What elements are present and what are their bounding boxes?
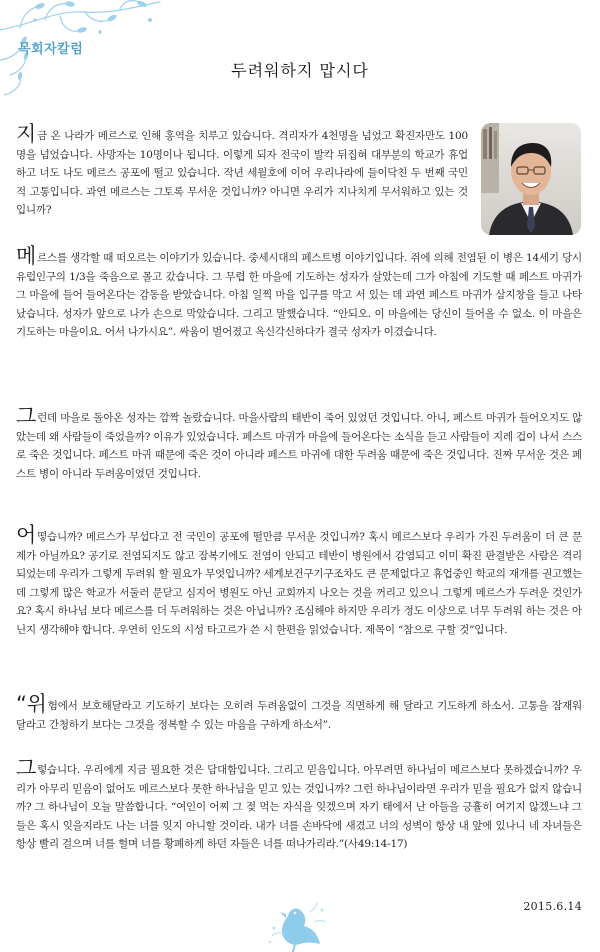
- paragraph-3: [16, 404, 582, 483]
- paragraph-text-2: 르스를 생각할 때 떠오르는 이야기가 있습니다. 중세시대의 페스트병 이야기입니다. 쥐에 의해 전염된 이 병은 14세기 당시 유럽인구의 1/3을 죽음으로 몰고 갔습니다. 그 무렵 한 마을에 기도하는 성자가 살았는데 그가 아침에 기도할 때 페스트 마귀가 그 마을에 들어 들어온다는 감동을 받았습니다. 아침 일찍 마을 입구를 막고 서 있는 데 과연 페스트 마귀가 삼지창을 들고 나타났습니다. 성자가 앞으로 나가 손으로 막았습니다. 그리고 말했습니다. “안되오. 이 마을에는 당신이 들어올 수 없소. 이 마을은 기도하는 마을이요. 어서 나가시요”. 싸움이 벌어졌고 옥신각신하다가 결국 성자가 이겼습니다.: [16, 252, 582, 339]
- paragraph-6: [16, 756, 582, 854]
- initial-6: 그: [16, 756, 37, 780]
- section-label: 목회자칼럼: [18, 42, 84, 57]
- initial-3: 그: [16, 404, 37, 428]
- paragraph-4: [16, 523, 582, 640]
- paragraph-2: [16, 244, 582, 342]
- page-title: 두려워하지 맙시다: [231, 61, 369, 80]
- initial-1: 지: [16, 122, 37, 146]
- paragraph-text-6: 렇습니다. 우리에게 지금 필요한 것은 담대함입니다. 그리고 믿음입니다. 아무려면 하나님이 메르스보다 못하겠습니까? 우리가 아무리 믿음이 없어도 메르스보다 못한 하나님을 믿고 있는 것입니까? 그런 하나님이라면 우리가 믿을 필요가 없지 않습니까? 그 하나님이 오늘 말씀합니다. “여인이 어찌 그 젖 먹는 자식을 잊겠으며 자기 태에서 난 아들을 긍휼히 여기지 않겠느냐 그들은 혹시 잊을지라도 나는 너를 잊지 아니할 것이라. 내가 너를 손바닥에 새겼고 너의 성벽이 항상 내 앞에 있나니 네 자녀들은 항상 빨리 걸으며 너를 헐며 너를 황폐하게 하던 자들은 너를 떠나가리라.”(사49:14-17): [16, 764, 582, 851]
- paragraph-text-5: 험에서 보호해달라고 기도하기 보다는 오히려 두려움없이 그것을 직면하게 해 달라고 기도하게 하소서. 고통을 잠재워 달라고 간청하기 보다는 그것을 정복할 수 있는 마음을 구하게 하소서”.: [16, 700, 582, 731]
- date-label: 2015.6.14: [523, 900, 582, 913]
- initial-5: “위: [16, 692, 47, 716]
- author-photo: [481, 123, 581, 235]
- bird-icon: [266, 898, 330, 952]
- paragraph-text-4: 떻습니까? 메르스가 무섭다고 전 국민이 공포에 떨만큼 무서운 것입니까? 혹시 메르스보다 우리가 가진 두려움이 더 큰 문제가 아닐까요? 공기로 전염되지도 않고 잠복기에도 전염이 안되고 테반이 병원에서 감염되고 이미 확진 판결받은 사람은 격리되었는데 우리가 그렇게 두려워 할 필요가 무엇입니까? 세계보건구기구조차도 큰 문제없다고 휴업중인 학교의 재개를 권고했는데 그렇게 많은 학교가 서둘러 문닫고 심지어 병원도 아닌 교회까지 나오는 것을 꺼리고 있으니 그렇게 메르스가 두려운 것인가요? 혹시 하나님 보다 메르스를 더 두려워하는 것은 아닙니까? 조심해야 하지만 우리가 정도 이상으로 너무 두려워 하는 것은 아닌지 생각해야 합니다. 우연히 인도의 시성 타고르가 쓴 시 한편을 읽었습니다. 제목이 “참으로 구할 것”입니다.: [16, 531, 582, 636]
- paragraph-5-quote: [16, 692, 582, 734]
- paragraph-text-1: 금 온 나라가 메르스로 인해 홍역을 치루고 있습니다. 격리자가 4천명을 넘었고 확진자만도 100명을 넘었습니다. 사망자는 10명이나 됩니다. 이렇게 되자 전국이 발칵 뒤집혀 대부분의 학교가 휴업하고 너도 나도 메르스 공포에 떨고 있습니다. 작년 세월호에 이어 우리나라에 들이닥친 두 번째 국민적 고통입니다. 과연 메르스는 그토록 무서운 것입니까? 아니면 우리가 지나치게 무서워하고 있는 것입니까?: [16, 130, 468, 217]
- paragraph-text-3: 런데 마을로 돌아온 성자는 깜짝 놀랐습니다. 마을사람의 태반이 죽어 있었던 것입니다. 아니, 페스트 마귀가 들어오지도 않았는데 왜 사람들이 죽었을까? 이유가 있었습니다. 페스트 마귀가 마을에 들어온다는 소식을 듣고 사람들이 지레 겁이 나서 스스로 죽은 것입니다. 페스트 마귀 때문에 죽은 것이 아니라 페스트 마귀에 대한 두려움 때문에 죽은 것입니다. 진짜 무서운 것은 페스트 병이 아니라 두려움이었던 것입니다.: [16, 412, 582, 480]
- paragraph-1: [16, 122, 468, 220]
- initial-4: 어: [16, 523, 37, 547]
- initial-2: 메: [16, 244, 37, 268]
